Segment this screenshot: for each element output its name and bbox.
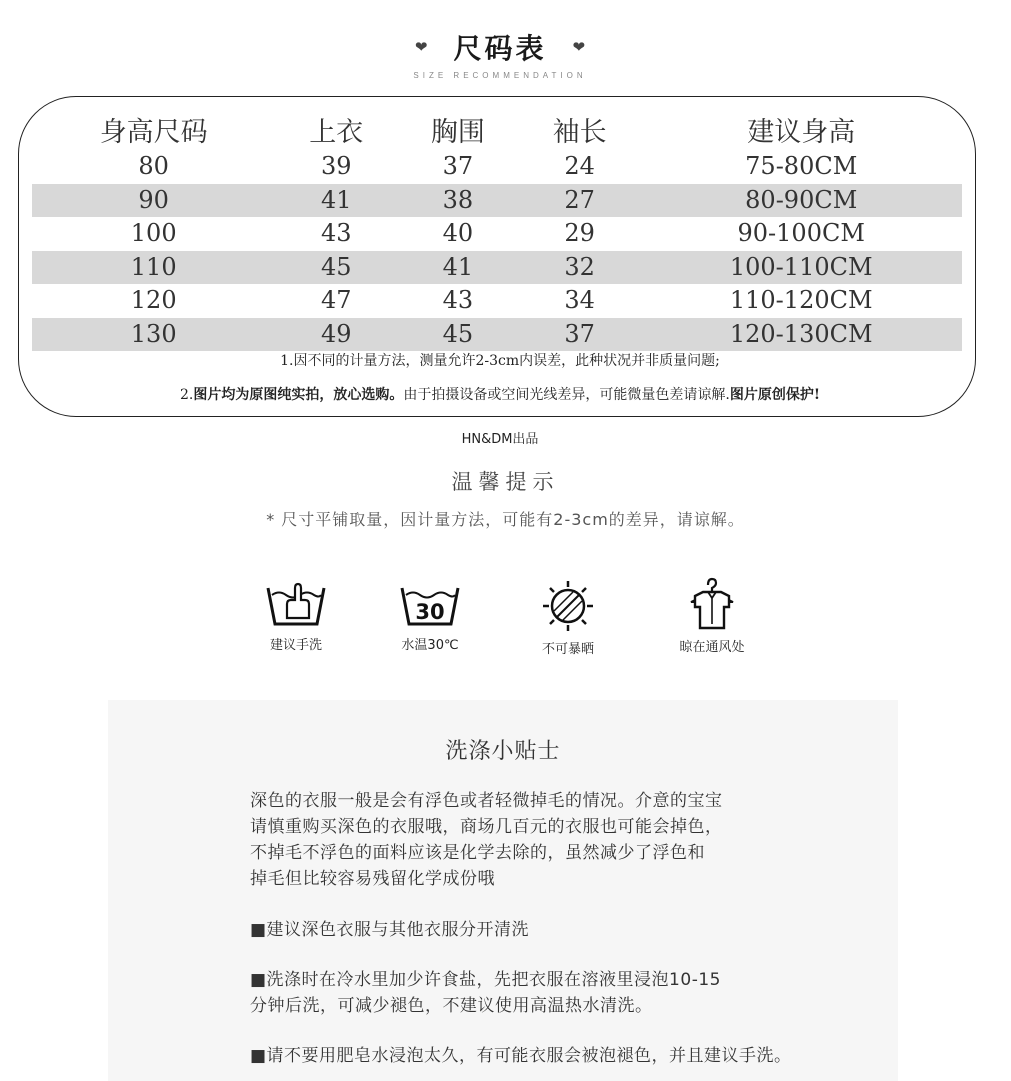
table-cell: 49: [275, 318, 397, 352]
care-label: 不可暴晒: [541, 642, 594, 657]
laundry-tip-1: ■建议深色衣服与其他衣服分开清洗: [250, 920, 530, 940]
table-row: [32, 150, 962, 184]
size-table: [32, 108, 962, 351]
table-cell: 75-80CM: [745, 152, 858, 181]
size-table-header-row: [32, 108, 962, 150]
column-header: 上衣: [309, 116, 364, 148]
table-cell: 24: [564, 152, 595, 181]
hang-dry-icon: [681, 576, 743, 630]
table-cell: 100: [130, 219, 177, 248]
table-cell: 80-90CM: [640, 184, 962, 218]
care-water-30: [370, 578, 490, 653]
table-cell: 32: [519, 251, 641, 285]
photo-note-text: 由于拍摄设备或空间光线差异，可能微量色差请谅解.: [403, 387, 730, 403]
table-cell: 29: [564, 219, 595, 248]
page-title: 尺码表: [453, 32, 547, 65]
tip-line: 分钟后洗，可减少褪色，不建议使用高温热水清洗。: [250, 996, 653, 1016]
laundry-title: 洗涤小贴士: [445, 739, 561, 764]
table-cell: 110: [32, 251, 275, 285]
care-label: 建议手洗: [269, 638, 322, 653]
care-label: 水温30℃: [401, 638, 459, 653]
brand-label: HN&DM出品: [461, 432, 539, 447]
tips-text: * 尺寸平铺取量，因计量方法，可能有2-3cm的差异，请谅解。: [266, 510, 745, 529]
photo-note-prefix: 2.: [180, 387, 194, 403]
table-cell: 37: [519, 318, 641, 352]
title-row: [0, 22, 1000, 72]
water-30-icon: [399, 578, 461, 628]
table-cell: 43: [442, 286, 474, 315]
table-cell: 34: [564, 286, 595, 315]
table-cell: 45: [275, 251, 397, 285]
table-cell: 100-110CM: [640, 251, 962, 285]
table-cell: 41: [397, 251, 519, 285]
paragraph-line: 不掉毛不浮色的面料应该是化学去除的，虽然减少了浮色和: [250, 843, 705, 863]
laundry-tip-3: ■请不要用肥皂水浸泡太久，有可能衣服会被泡褪色，并且建议手洗。: [250, 1046, 792, 1066]
photo-note-copyright: 图片原创保护!: [729, 387, 820, 403]
table-cell: 38: [397, 184, 519, 218]
table-row: [32, 251, 962, 285]
care-hang-dry: [652, 576, 772, 655]
table-cell: 90-100CM: [737, 219, 865, 248]
laundry-paragraph: [250, 788, 723, 892]
tips-title: 温馨提示: [451, 470, 560, 494]
table-cell: 27: [519, 184, 641, 218]
table-cell: 43: [320, 219, 352, 248]
laundry-tip-2: [250, 967, 721, 1019]
water-temp-number: 30: [415, 600, 445, 624]
paragraph-line: 深色的衣服一般是会有浮色或者轻微掉毛的情况。介意的宝宝: [250, 791, 723, 811]
page-subtitle: SIZE RECOMMENDATION: [413, 71, 587, 80]
table-cell: 45: [397, 318, 519, 352]
column-header: 胸围: [430, 116, 485, 148]
table-cell: 120: [130, 286, 177, 315]
table-cell: 41: [275, 184, 397, 218]
heart-right-icon: ❤: [572, 38, 586, 56]
column-header: 袖长: [552, 116, 607, 148]
table-row: [32, 217, 962, 251]
hand-wash-icon: [265, 578, 327, 628]
column-header: 身高尺码: [99, 116, 208, 148]
care-no-sun: [508, 578, 628, 657]
table-cell: 90: [32, 184, 275, 218]
tip-line: ■洗涤时在冷水里加少许食盐，先把衣服在溶液里浸泡10-15: [250, 970, 721, 990]
photo-note: [0, 384, 1000, 404]
measurement-note: 1.因不同的计量方法，测量允许2-3cm内误差，此种状况并非质量问题;: [280, 353, 720, 369]
table-cell: 39: [320, 152, 352, 181]
paragraph-line: 请慎重购买深色的衣服哦，商场几百元的衣服也可能会掉色，: [250, 817, 723, 837]
table-cell: 80: [138, 152, 169, 181]
table-row: [32, 284, 962, 318]
column-header: 建议身高: [747, 116, 856, 148]
table-cell: 110-120CM: [729, 286, 873, 315]
table-row: [32, 318, 962, 352]
paragraph-line: 掉毛但比较容易残留化学成份哦: [250, 869, 495, 889]
care-label: 晾在通风处: [679, 640, 745, 655]
heart-left-icon: ❤: [414, 38, 428, 56]
care-hand-wash: [236, 578, 356, 653]
table-cell: 120-130CM: [640, 318, 962, 352]
table-cell: 37: [442, 152, 474, 181]
table-cell: 47: [320, 286, 352, 315]
table-cell: 40: [442, 219, 474, 248]
table-cell: 130: [32, 318, 275, 352]
table-row: [32, 184, 962, 218]
no-sun-icon: [537, 578, 599, 632]
photo-note-bold: 图片均为原图纯实拍，放心选购。: [193, 387, 404, 403]
